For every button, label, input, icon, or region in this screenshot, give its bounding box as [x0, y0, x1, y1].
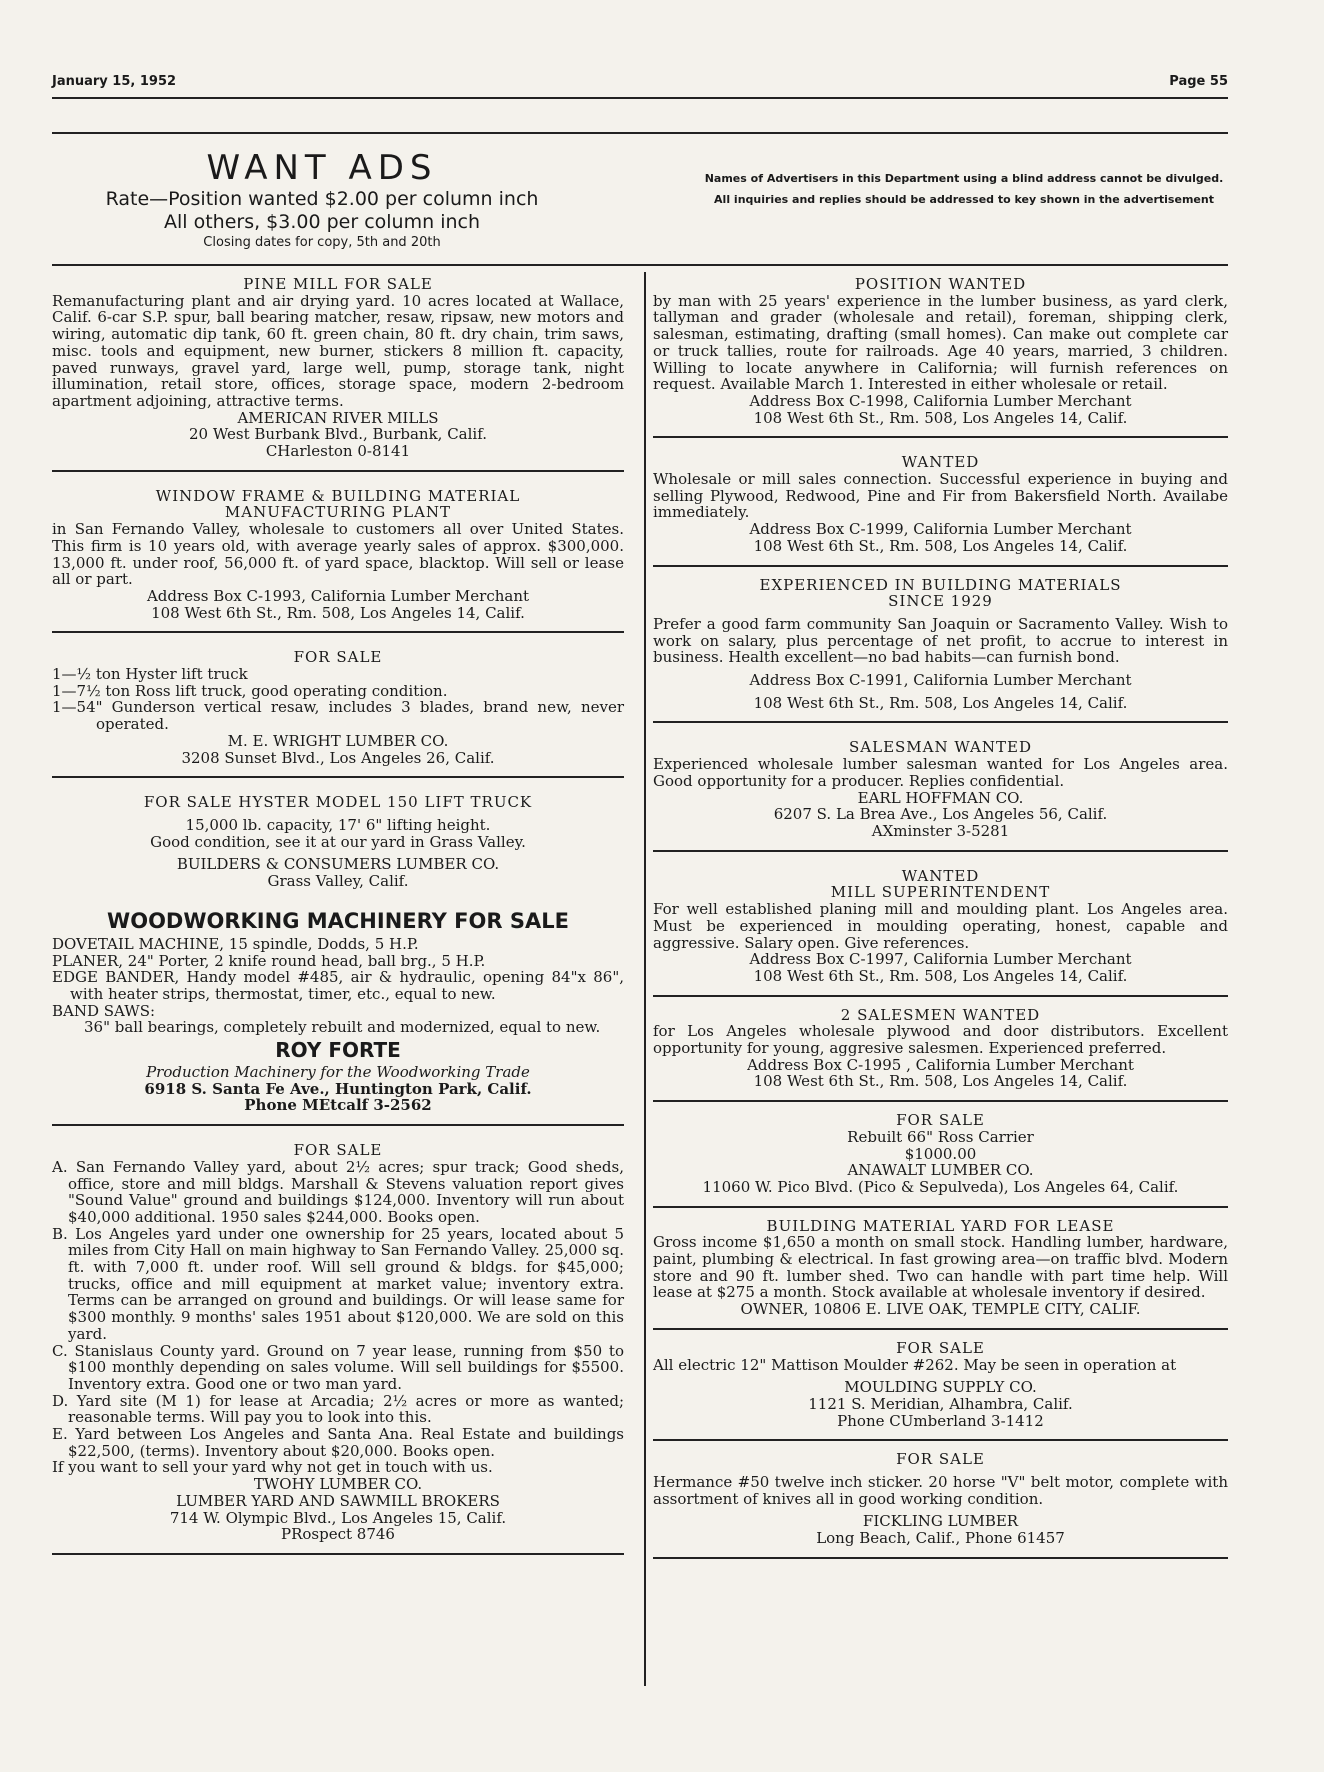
advertiser-phone: CHarleston 0-8141	[265, 442, 411, 461]
advertiser-address: 3208 Sunset Blvd., Los Angeles 26, Calif.	[181, 748, 495, 767]
want-ads-banner	[52, 148, 592, 252]
advertiser-address: 108 West 6th St., Rm. 508, Los Angeles 14, Calif.	[753, 693, 1128, 712]
yard-list	[52, 1159, 624, 1460]
advertiser-name: ANAWALT LUMBER CO.	[847, 1161, 1034, 1180]
left-column	[52, 276, 624, 1565]
ad-hermance-sticker	[653, 1451, 1228, 1559]
want-ads-title: WANT ADS	[206, 148, 438, 188]
advertiser-name: EARL HOFFMAN CO.	[857, 788, 1024, 807]
ad-heading: FOR SALE	[896, 1338, 985, 1357]
list-item: 1—54" Gunderson vertical resaw, includes 3 blades, brand new, never operated.	[52, 698, 624, 734]
ad-body: in San Fernando Valley, wholesale to customers all over United States. This firm is 10 years old, with average yearly sales of approx. $300,000. 13,000 ft. under roof, 56,000 ft. of yard space, blacktop. Will sell or lease all or part.	[52, 520, 624, 589]
ad-yard-for-lease	[653, 1218, 1228, 1330]
advertiser-address: 108 West 6th St., Rm. 508, Los Angeles 14, Calif.	[753, 966, 1128, 985]
advertiser-subtitle: LUMBER YARD AND SAWMILL BROKERS	[176, 1491, 500, 1510]
banner-bottom-rule	[52, 264, 1228, 266]
right-column	[653, 276, 1228, 1569]
ad-heading: PINE MILL FOR SALE	[243, 275, 433, 293]
ad-heading: FOR SALE HYSTER MODEL 150 LIFT TRUCK	[143, 793, 533, 812]
ad-salesman-wanted	[653, 733, 1228, 851]
ad-heading: FOR SALE	[293, 1141, 383, 1160]
list-item: 1—½ ton Hyster lift truck	[52, 665, 248, 684]
ad-pine-mill	[52, 276, 624, 472]
machine-dovetail: DOVETAIL MACHINE, 15 spindle, Dodds, 5 H.P.	[52, 934, 419, 953]
ad-experienced	[653, 577, 1228, 724]
advertiser-address: Long Beach, Calif., Phone 61457	[816, 1529, 1065, 1548]
ad-heading: EXPERIENCED IN BUILDING MATERIALS	[759, 575, 1122, 594]
advertiser-address: 11060 W. Pico Blvd. (Pico & Sepulveda), Los Angeles 64, Calif.	[702, 1177, 1179, 1196]
advertiser-address: Grass Valley, Calif.	[267, 872, 409, 891]
ad-closing-line: If you want to sell your yard why not get in touch with us.	[52, 1458, 493, 1477]
ad-body: Gross income $1,650 a month on small stock. Handling lumber, hardware, paint, plumbing & electrical. In fast growing area—on traffic blvd. Modern store and 90 ft. lumber shed. Two can handle with part time help. Will lease at $275 a month. Stock available at wholesale inventory if desired.	[653, 1233, 1228, 1302]
ad-body: Prefer a good farm community San Joaquin or Sacramento Valley. Wish to work on salary, plus percentage of net profit, to accrue to interest in business. Health excellent—no bad habits—can furnish bond.	[653, 614, 1228, 667]
ad-wanted-sales	[653, 448, 1228, 566]
advertiser-name: AMERICAN RIVER MILLS	[237, 408, 439, 427]
box-address: Address Box C-1999, California Lumber Merchant	[749, 520, 1132, 539]
ad-body: for Los Angeles wholesale plywood and door distributors. Excellent opportunity for young, aggresive salesmen. Experienced preferred.	[653, 1022, 1228, 1058]
list-item: D. Yard site (M 1) for lease at Arcadia; 2½ acres or more as wanted; reasonable terms. Will pay you to look into this.	[52, 1391, 624, 1427]
ad-hyster	[52, 788, 624, 900]
advertiser-address: 108 West 6th St., Rm. 508, Los Angeles 14, Calif.	[753, 1072, 1128, 1091]
ad-subheading: MANUFACTURING PLANT	[224, 503, 452, 522]
advertiser-phone: AXminster 3-5281	[871, 821, 1010, 840]
advertiser-name: TWOHY LUMBER CO.	[253, 1475, 423, 1494]
ad-line: Rebuilt 66" Ross Carrier	[847, 1127, 1034, 1146]
advertiser-name: BUILDERS & CONSUMERS LUMBER CO.	[176, 855, 500, 874]
ad-line: 15,000 lb. capacity, 17' 6" lifting height.	[185, 815, 491, 834]
box-address: Address Box C-1991, California Lumber Merchant	[749, 671, 1132, 690]
running-header	[52, 74, 1228, 96]
box-address: Address Box C-1998, California Lumber Merchant	[749, 391, 1132, 410]
column-divider	[644, 272, 646, 1686]
list-item: E. Yard between Los Angeles and Santa Ana. Real Estate and buildings $22,500, (terms). Inventory about $20,000. Books open.	[52, 1425, 624, 1460]
banner-top-rule	[52, 132, 1228, 134]
advertiser-name: FICKLING LUMBER	[862, 1512, 1019, 1531]
ad-ross-carrier	[653, 1112, 1228, 1208]
ad-body: Wholesale or mill sales connection. Successful experience in buying and selling Plywood, Redwood, Pine and Fir from Bakersfield North. Availabe immediately.	[653, 470, 1228, 522]
box-address: Address Box C-1997, California Lumber Merchant	[749, 950, 1132, 969]
machine-band-saws: BAND SAWS:	[52, 1001, 156, 1020]
advertiser-phone: Phone CUmberland 3-1412	[837, 1411, 1044, 1430]
ad-body: Experienced wholesale lumber salesman wanted for Los Angeles area. Good opportunity for a producer. Replies confidential.	[653, 755, 1228, 790]
advertiser-phone: Phone MEtcalf 3-2562	[244, 1096, 432, 1115]
advertiser-address: 714 W. Olympic Blvd., Los Angeles 15, Calif.	[169, 1508, 507, 1527]
ad-heading: FOR SALE	[293, 648, 383, 667]
list-item: B. Los Angeles yard under one ownership for 25 years, located about 5 miles from City Hall on main highway to San Fernando Valley. 25,000 sq. ft. with 7,000 ft. under roof. Will sell ground & bldgs. for $45,000; trucks, office and mill equipment at market value; inventory extra. Terms can be arranged on ground and buildings. Or will lease same for $300 monthly. 9 months' sales 1951 about $120,000. We are sold on this yard.	[52, 1224, 624, 1343]
advertiser-address: 6918 S. Santa Fe Ave., Huntington Park, Calif.	[144, 1079, 532, 1098]
advertiser-address: 20 West Burbank Blvd., Burbank, Calif.	[188, 425, 488, 444]
advertiser-address: 108 West 6th St., Rm. 508, Los Angeles 14, Calif.	[753, 408, 1128, 427]
box-address: Address Box C-1993, California Lumber Merchant	[146, 586, 530, 605]
ad-heading: WANTED	[901, 453, 980, 472]
ad-heading: FOR SALE	[896, 1450, 985, 1469]
ad-subheading: SINCE 1929	[888, 592, 993, 611]
machine-edge-bander: EDGE BANDER, Handy model #485, air & hydraulic, opening 84"x 86", with heater strips, thermostat, timer, etc., equal to new.	[52, 968, 624, 1003]
box-address: Address Box C-1995 , California Lumber Merchant	[747, 1055, 1134, 1074]
list-item: 1—7½ ton Ross lift truck, good operating condition.	[52, 681, 448, 700]
advertiser-name: M. E. WRIGHT LUMBER CO.	[227, 731, 449, 750]
ad-mattison-moulder	[653, 1340, 1228, 1442]
advertiser-address: 1121 S. Meridian, Alhambra, Calif.	[808, 1394, 1073, 1413]
ad-2-salesmen	[653, 1007, 1228, 1103]
ad-line: Good condition, see it at our yard in Grass Valley.	[150, 832, 526, 851]
page-number: Page 55	[1169, 74, 1228, 89]
ad-heading: FOR SALE	[896, 1111, 985, 1130]
ad-lift-trucks	[52, 643, 624, 778]
issue-date: January 15, 1952	[52, 74, 177, 89]
rate-line-1: Rate—Position wanted $2.00 per column inch	[105, 188, 539, 210]
ad-body: Remanufacturing plant and air drying yard. 10 acres located at Wallace, Calif. 6-car S.P. spur, ball bearing matcher, resaw, ripsaw, new motors and wiring, automatic dip tank, 60 ft. green chain, 80 ft. dry chain, trim saws, misc. tools and equipment, new burner, stickers 8 million ft. capacity, paved runways, gravel yard, large well, pump, storage tank, night illumination, retail store, offices, storage space, modern 2-bedroom apartment adjoining, attractive terms.	[52, 291, 624, 410]
ad-heading: POSITION WANTED	[854, 275, 1027, 293]
advertiser-address: 108 West 6th St., Rm. 508, Los Angeles 14, Calif.	[753, 536, 1128, 555]
ad-yards-for-sale	[52, 1136, 624, 1555]
item-list	[52, 666, 624, 733]
header-rule	[52, 97, 1228, 99]
ad-window-frame	[52, 482, 624, 634]
ad-position-wanted	[653, 276, 1228, 438]
advertiser-address: 6207 S. La Brea Ave., Los Angeles 56, Calif.	[773, 805, 1108, 824]
ad-heading: BUILDING MATERIAL YARD FOR LEASE	[766, 1216, 1115, 1235]
ad-subheading: MILL SUPERINTENDENT	[830, 883, 1051, 902]
ad-heading: WOODWORKING MACHINERY FOR SALE	[107, 908, 569, 933]
ad-heading: SALESMAN WANTED	[849, 738, 1032, 757]
advertiser-address: 108 West 6th St., Rm. 508, Los Angeles 14, Calif.	[151, 603, 525, 622]
ad-mill-superintendent	[653, 862, 1228, 997]
advertiser-owner: OWNER, 10806 E. LIVE OAK, TEMPLE CITY, CALIF.	[740, 1300, 1141, 1319]
ad-body: For well established planing mill and moulding plant. Los Angeles area. Must be experienced in moulding operating, honest, capable and aggressive. Salary open. Give references.	[653, 900, 1228, 952]
ad-woodworking	[52, 900, 624, 1126]
advertiser-name: ROY FORTE	[275, 1038, 401, 1063]
band-saws-detail: 36" ball bearings, completely rebuilt and modernized, equal to new.	[84, 1018, 601, 1037]
rate-line-2: All others, $3.00 per column inch	[163, 211, 480, 233]
ad-body: All electric 12" Mattison Moulder #262. May be seen in operation at	[653, 1355, 1177, 1374]
ad-heading: WINDOW FRAME & BUILDING MATERIAL	[155, 486, 521, 505]
ad-price: $1000.00	[904, 1144, 977, 1163]
blind-address-notice: Names of Advertisers in this Department using a blind address cannot be divulged. All inquiries and replies should be addressed to key shown in the advertisement	[704, 172, 1224, 206]
advertiser-phone: PRospect 8746	[281, 1525, 395, 1544]
closing-dates: Closing dates for copy, 5th and 20th	[203, 235, 441, 250]
list-item: A. San Fernando Valley yard, about 2½ acres; spur track; Good sheds, office, store and mill bldgs. Marshall & Stevens valuation report gives "Sound Value" ground and buildings $124,000. Inventory will run about $40,000 additional. 1950 sales $244,000. Books open.	[52, 1157, 624, 1226]
list-item: C. Stanislaus County yard. Ground on 7 year lease, running from $50 to $100 monthly depending on sales volume. Will sell buildings for $5500. Inventory extra. Good one or two man yard.	[52, 1341, 624, 1393]
ad-heading: 2 SALESMEN WANTED	[840, 1005, 1041, 1024]
ad-heading: WANTED	[901, 866, 980, 885]
advertiser-tagline: Production Machinery for the Woodworking Trade	[146, 1063, 530, 1082]
machine-planer: PLANER, 24" Porter, 2 knife round head, ball brg., 5 H.P.	[52, 951, 486, 970]
ad-body: by man with 25 years' experience in the lumber business, as yard clerk, tallyman and grader (wholesale and retail), foreman, shipping clerk, salesman, estimating, drafting (small homes). Can make out complete car or truck tallies, route for railroads. Age 40 years, married, 3 children. Willing to locate anywhere in California; will furnish references on request. Available March 1. Interested in either wholesale or retail.	[653, 291, 1228, 394]
ad-body: Hermance #50 twelve inch sticker. 20 horse "V" belt motor, complete with assortment of knives all in good working condition.	[653, 1473, 1228, 1508]
advertiser-name: MOULDING SUPPLY CO.	[844, 1378, 1037, 1397]
